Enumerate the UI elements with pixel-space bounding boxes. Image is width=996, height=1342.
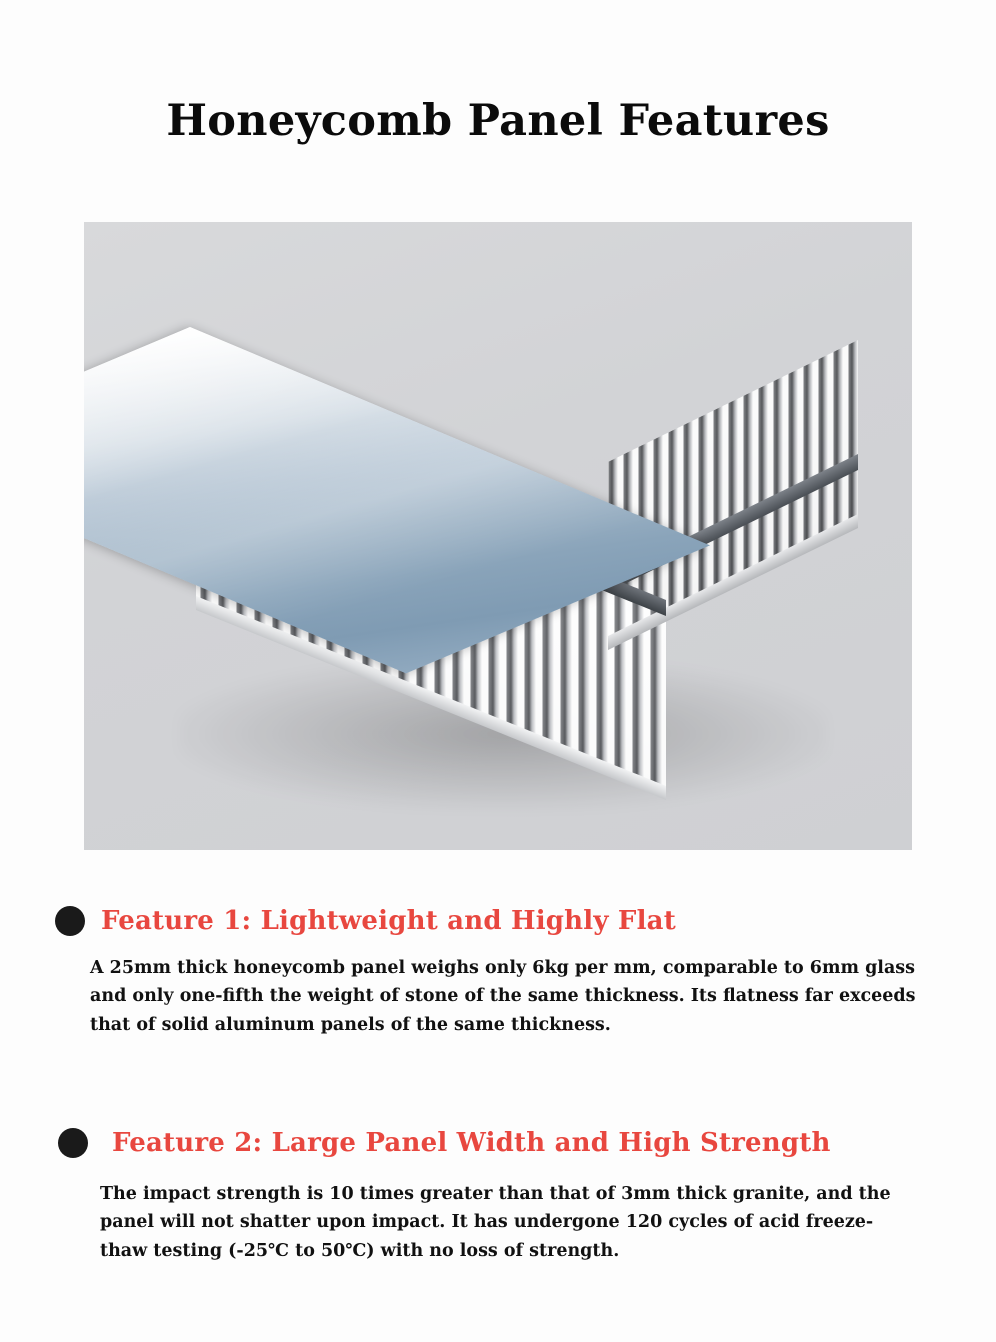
bullet-dot-icon [58, 1128, 88, 1158]
feature-2-title: Feature 2: Large Panel Width and High Strength [112, 1128, 831, 1158]
honeycomb-panel-illustration [138, 269, 858, 829]
product-figure [84, 222, 912, 850]
feature-2-heading [0, 1128, 996, 1158]
feature-2-body: The impact strength is 10 times greater than that of 3mm thick granite, and the panel will not shatter upon impact. It has undergone 120 cycles of acid freeze-thaw testing (-25℃ to 50℃) with no loss of strength. [100, 1184, 891, 1261]
feature-1-heading [0, 906, 996, 936]
figure-background [84, 222, 912, 850]
bullet-dot-icon [55, 906, 85, 936]
feature-block-1 [0, 906, 996, 1039]
feature-1-body: A 25mm thick honeycomb panel weighs only 6kg per mm, comparable to 6mm glass and only one-fifth the weight of stone of the same thickness. Its flatness far exceeds that of solid aluminum panels of the same thickness. [90, 958, 916, 1035]
page-title: Honeycomb Panel Features [166, 96, 830, 146]
feature-block-2 [0, 1128, 996, 1265]
feature-1-title: Feature 1: Lightweight and Highly Flat [101, 906, 676, 936]
